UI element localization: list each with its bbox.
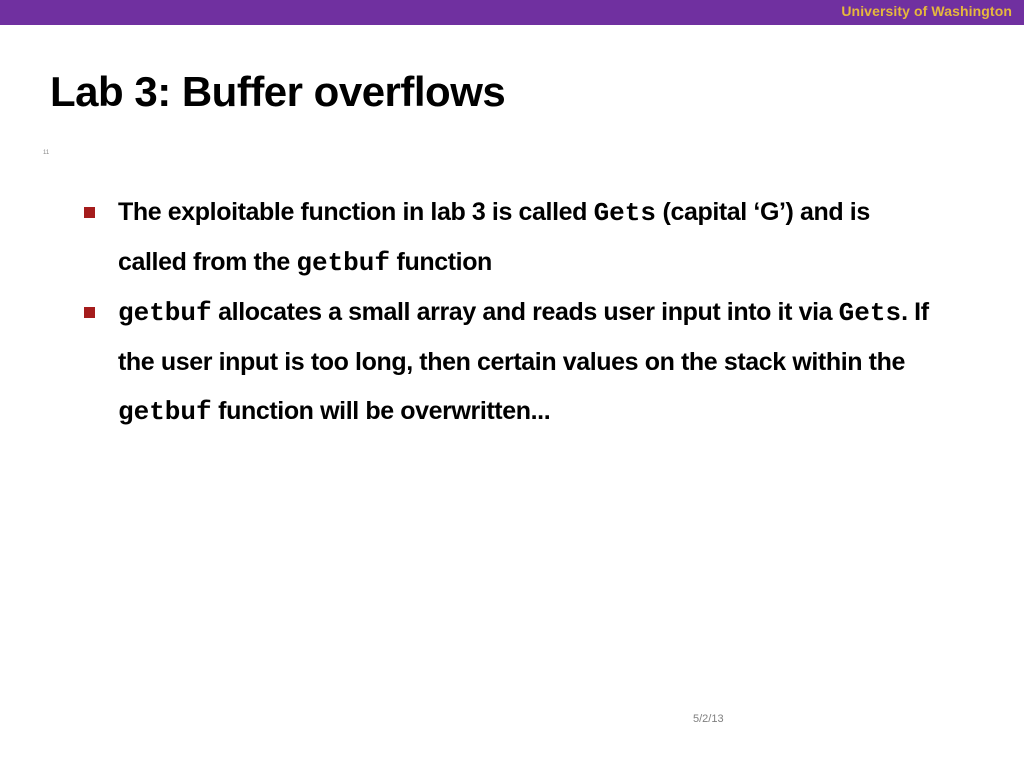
code-gets: Gets <box>838 298 902 328</box>
bullet-item <box>84 288 944 437</box>
header-bar <box>0 0 1024 25</box>
code-gets: Gets <box>593 198 656 228</box>
bullet-text: function will be overwritten... <box>211 397 551 425</box>
slide-number: 11 <box>43 150 50 156</box>
code-getbuf: getbuf <box>296 248 390 278</box>
bullet-item <box>84 188 944 288</box>
bullet-text: (capital ‘G’) and is called from the <box>118 198 870 276</box>
code-getbuf: getbuf <box>118 298 212 328</box>
bullet-text: The exploitable function in lab 3 is called <box>118 198 594 226</box>
bullet-text: function <box>390 248 492 276</box>
square-bullet-icon <box>84 207 95 218</box>
code-getbuf: getbuf <box>118 397 212 427</box>
institution-name: University of Washington <box>841 3 1012 19</box>
bullet-text: allocates a small array and reads user input into it via <box>211 298 839 326</box>
bullet-list <box>84 188 944 437</box>
slide-title: Lab 3: Buffer overflows <box>50 68 506 115</box>
slide-date: 5/2/13 <box>693 713 724 725</box>
bullet-text: . If the user input is too long, then certain values on the stack within the <box>118 298 929 376</box>
square-bullet-icon <box>84 307 95 318</box>
